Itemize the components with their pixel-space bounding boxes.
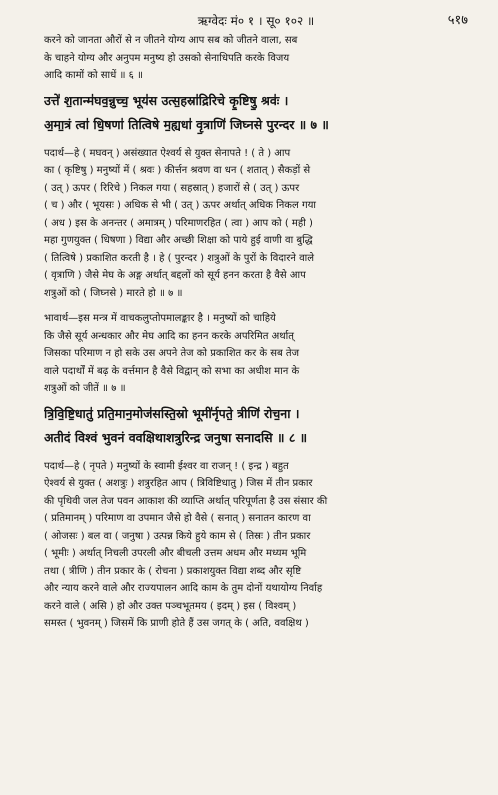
text-line: का ( कृष्टिषु ) मनुष्यों में ( श्रवः ) कीर्त्तन श्रवण वा धन ( शतात् ) सैकड़ों से [44, 165, 311, 176]
text-line: ( वृत्राणि ) जैसे मेघ के अङ्ग अर्थात् बद्दलों को सूर्य हनन करता है वैसे आप [44, 270, 306, 281]
mantra-line: उत्ते॑ श॒तान्म॑घव॒न्नुच्च॒ भूय॑स उत्स॒हस्रा॑द्रिरिचे कृ॒ष्टिषु॒ श्रवः॑ । [44, 92, 289, 108]
text-line: करने को जानता औरों से न जीतने योग्य आप सब को जीतने वाला, सब [44, 35, 298, 46]
bhavartha-7 [44, 310, 468, 398]
text-line: पदार्थ—हे ( मघवन् ) असंख्यात ऐश्वर्य से युक्त सेनापते ! ( ते ) आप [44, 147, 291, 159]
text-line: शत्रुओं को ( जिघ्नसे ) मारते हो ॥ ७ ॥ [44, 287, 183, 299]
text-line: ( ओजसः ) बल वा ( जनुषा ) उत्पन्न किये हुये काम से ( तिस्रः ) तीन प्रकार [44, 530, 311, 542]
text-line: कि जैसे सूर्य अन्धकार और मेघ आदि का हनन करके अपरिमित अर्थात् [44, 330, 294, 342]
text-line: ( प्रतिमानम् ) परिमाण वा उपमान जैसे हो वैसे ( सनात् ) सनातन कारण वा [44, 513, 311, 524]
text-line: और न्याय करने वाले और राज्यपालन आदि काम के तुम दोनों यथायोग्य निर्वाह [44, 583, 323, 594]
text-line: ( भूमीः ) अर्थात् निचली उपरली और बीचली उत्तम अधम और मध्यम भूमि [44, 548, 307, 559]
padartha-7 [44, 145, 468, 303]
text-line: ऐश्वर्य से युक्त ( अशत्रुः ) शत्रुरहित आप ( त्रिविष्टिधातु ) जिस में तीन प्रकार [44, 478, 313, 489]
intro-text [44, 32, 468, 85]
page-number: ५१७ [447, 13, 468, 28]
text-line: महा गुणयुक्त ( धिषणा ) विद्या और अच्छी शिक्षा को पाये हुई वाणी वा बुद्धि [44, 235, 313, 246]
text-line: करने वाले ( असि ) हो और उक्त पञ्चभूतमय ( इदम् ) इस ( विश्वम् ) [44, 600, 297, 612]
text-line: वाले पदार्थों में बढ़ के वर्त्तमान है वैसे विद्वान् को सभा का अधीश मान के [44, 365, 300, 377]
mantra-line: अतीदं विश्वं भुवनं ववक्षिथाशत्रुरिन्द्र जनुषा सनादसि ॥ ८ ॥ [44, 429, 308, 445]
mantra-8 [44, 402, 468, 450]
padartha-8 [44, 458, 468, 633]
text-line: समस्त ( भुवनम् ) जिसमें कि प्राणी होते हैं उस जगत् के ( अति, ववक्षिथ ) [44, 618, 309, 629]
text-line: ( उत् ) ऊपर ( रिरिचे ) निकल गया ( सहस्रात् ) हजारों से ( उत् ) ऊपर [44, 182, 300, 194]
text-line: जिसका परिमाण न हो सके उस अपने तेज को प्रकाशित कर के सब तेज [44, 348, 300, 359]
text-line: आदि कामों को साधें ॥ ६ ॥ [44, 70, 143, 81]
mantra-7 [44, 89, 468, 137]
mantra-line: अ॒मा॒त्रं त्वा॑ धि॒षणा॑ तित्विषे म॒ह्यधा॑ वृ॒त्राणि॑ जिघ्नसे पुरन्दर ॥ ७ ॥ [44, 116, 329, 132]
text-line: के चाहने योग्य और अनुपम मनुष्य हो उसको सेनाधिपति करके विजय [44, 52, 290, 64]
text-line: ( अध ) इस के अनन्तर ( अमात्रम् ) परिमाणरहित ( त्वा ) आप को ( मही ) [44, 217, 313, 229]
text-line: ( तित्विषे ) प्रकाशित करती है । हे ( पुरन्दर ) शत्रुओं के पुरों के विदारने वाले [44, 252, 314, 264]
text-line: पदार्थ—हे ( नृपते ) मनुष्यों के स्वामी ईश्वर वा राजन् ! ( इन्द्र ) बहुत [44, 460, 289, 472]
text-line: तथा ( त्रीणि ) तीन प्रकार के ( रोचना ) प्रकाशयुक्त विद्या शब्द और सृष्टि [44, 565, 302, 577]
text-line: शत्रुओं को जीतें ॥ ७ ॥ [44, 383, 126, 394]
mantra-line: त्रि॒वि॒ष्टि॒धातु॑ प्रति॒मान॒मोज॑सस्ति॒स्रो भूमी॑र्नृपते॒ त्रीणि॑ रोच॒ना । [44, 405, 300, 421]
page-header [44, 8, 468, 32]
text-line: भावार्थ—इस मन्त्र में वाचकलुप्तोपमालङ्कार है । मनुष्यों को चाहिये [44, 313, 276, 324]
running-title: ऋग्वेदः मं० १ । सू० १०२ ॥ [197, 14, 315, 28]
text-line: ( च ) और ( भूयसः ) अधिक से भी ( उत् ) ऊपर अर्थात् अधिक निकल गया [44, 200, 316, 211]
text-line: की पृथिवी जल तेज पवन आकाश की व्याप्ति अर्थात् परिपूर्णता है उस संसार की [44, 495, 328, 507]
